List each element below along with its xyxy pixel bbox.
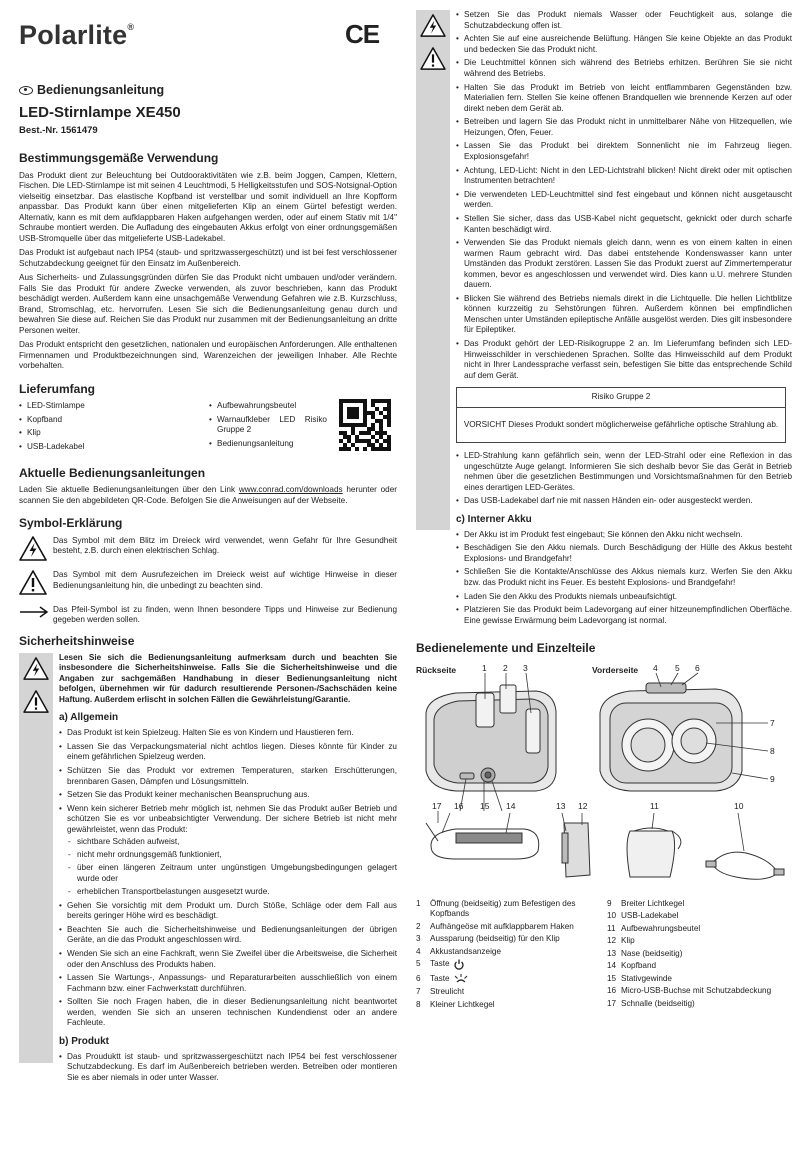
legend-item (607, 949, 792, 960)
legend-number: 6 (416, 973, 421, 983)
safety-item: • Beachten Sie auch die Sicherheitshinweise und Bedienungsanleitungen der übrigen Geräte, an die das Produkt angeschlossen wird. (59, 925, 397, 946)
legend-number: 9 (607, 898, 612, 908)
legend-text: Schnalle (beidseitig) (621, 998, 695, 1008)
safety-item: • Halten Sie das Produkt im Betrieb von leicht entflammbaren Gegenständen bzw. Materialien fern. Stellen Sie keine offenen Brandquellen wie brennende Kerzen auf oder direkt neben dem Gerät ab. (456, 83, 792, 115)
safety-item: • Lassen Sie Wartungs-, Anpassungs- und Reparaturarbeiten ausschließlich von einem Fachmann bzw. einer Fachwerkstatt durchführen. (59, 973, 397, 994)
safety-content (53, 653, 397, 1086)
safety-item: • Die Leuchtmittel können sich während des Betriebs erhitzen. Berühren Sie sie nicht während des Betriebs. (456, 58, 792, 79)
clip-drawing (562, 823, 590, 877)
battery-list (456, 530, 792, 627)
safety-content-continued (450, 10, 792, 629)
legend-number: 1 (416, 898, 421, 908)
callout-11: 11 (650, 800, 659, 811)
safety-item: • Betreiben und lagern Sie das Produkt nicht in unmittelbarer Nähe von Hitzequellen, wie Heizungen, Öfen, Feuer. (456, 117, 792, 138)
callout-8: 8 (770, 745, 775, 756)
legend-item (416, 899, 607, 920)
intended-use-paragraph: Aus Sicherheits- und Zulassungsgründen dürfen Sie das Produkt nicht umbauen und/oder verändern. Falls Sie das Produkt für andere Zwecke verwenden, als zuvor beschrieben, kann das Produkt beschädigt werden. Außerdem kann eine unsachgemäße Verwendung Gefahren wie z.B. Kurzschluss, Brand, Stromschlag, etc. hervorrufen. Lesen Sie sich die Bedienungsanleitung genau durch und bewahren Sie diese auf. Reichen Sie das Produkt nur zusammen mit der Bedienungsanleitung an dritte Personen weiter. (19, 273, 397, 335)
legend-text: Breiter Lichtkegel (621, 898, 685, 908)
current-manuals-text: Laden Sie aktuelle Bedienungsanleitungen über den Link www.conrad.com/downloads herunter oder scannen Sie den abgebildeten QR-Code. Befolgen Sie die Anweisungen auf der Webseite. (19, 485, 398, 505)
scope-of-delivery (19, 401, 397, 456)
condition-item: - erheblichen Transportbelastungen ausgesetzt wurde. (67, 887, 397, 898)
safety-heading: Sicherheitshinweise (19, 633, 135, 648)
safety-item: • Wenden Sie sich an eine Fachkraft, wenn Sie Zweifel über die Arbeitsweise, die Sicherheit oder den Anschluss des Produkts haben. (59, 949, 397, 970)
brand-logo: Polarlite® (19, 20, 135, 50)
legend-text: Stativgewinde (621, 973, 672, 983)
scope-item: • USB-Ladekabel (19, 442, 209, 453)
product-list-after-box (456, 451, 792, 507)
intended-use-paragraph: Das Produkt ist aufgebaut nach IP54 (staub- und spritzwassergeschützt) und ist bei fest verschlossener Schutzabdeckung geeignet für den Einsatz im Außenbereich. (19, 248, 397, 268)
product-heading: b) Produkt (59, 1035, 109, 1047)
qr-code[interactable] (339, 399, 391, 451)
legend-text: Aufhängeöse mit aufklappbarem Haken (430, 921, 574, 931)
product-figures (416, 663, 792, 895)
scope-item: • Warnaufkleber LED Risiko Gruppe 2 (209, 415, 327, 436)
safety-item: • Die verwendeten LED-Leuchtmittel sind fest eingebaut und können nicht ausgetauscht werden. (456, 190, 792, 211)
callout-4: 4 (653, 662, 658, 673)
lightning-warning-icon (23, 657, 49, 680)
safety-item: • LED-Strahlung kann gefährlich sein, wenn der LED-Strahl oder eine Reflexion in das ungeschützte Auge gelangt. Informieren Sie sich deshalb bevor Sie das Gerät in Betrieb nehmen über die gesetzlichen Bestimmungen und Vorsichtsmaßnahmen für den Betrieb eines derartigen LED-Gerätes. (456, 451, 792, 493)
callout-6: 6 (695, 662, 700, 673)
document-kind: Bedienungsanleitung (19, 82, 397, 98)
symbol-row: Das Symbol mit dem Blitz im Dreieck wird verwendet, wenn Gefahr für Ihre Gesundheit besteht, z.B. durch einen elektrischen Schlag. (19, 536, 397, 565)
legend-text: Öffnung (beidseitig) zum Befestigen des Kopfbands (430, 898, 576, 919)
battery-item: • Der Akku ist im Produkt fest eingebaut; Sie können den Akku nicht wechseln. (456, 530, 792, 541)
symbol-row: Das Symbol mit dem Ausrufezeichen im Dreieck weist auf wichtige Hinweise in dieser Bedienungsanleitung hin, die unbedingt zu beachten sind. (19, 570, 397, 599)
legend-item (607, 924, 792, 935)
scope-item: • Bedienungsanleitung (209, 439, 327, 450)
exclamation-warning-icon (420, 47, 446, 70)
warning-sidebar (19, 653, 53, 1063)
legend-number: 10 (607, 911, 617, 921)
legend-number: 14 (607, 961, 617, 971)
legend-right (607, 899, 792, 1013)
legend-text: Klip (621, 936, 635, 946)
download-link[interactable]: www.conrad.com/downloads (238, 485, 343, 495)
legend-text: Streulicht (430, 987, 465, 997)
legend-item (416, 974, 607, 986)
safety-item: • Schützen Sie das Produkt vor extremen Temperaturen, starken Erschütterungen, brennbaren Gasen, Dämpfen und Lösungsmitteln. (59, 766, 397, 787)
legend-text: Aussparung (beidseitig) für den Klip (430, 934, 560, 944)
safety-item: • Wenn kein sicherer Betrieb mehr möglich ist, nehmen Sie das Produkt außer Betrieb und schützen Sie es vor unbeabsichtigter Verwendung. Der sichere Betrieb ist nicht mehr gewährleistet, wenn das Produkt: - sichtbare Schäden aufweist, - nicht mehr ordnungsgemäß funktioniert, - über einen längeren Zeitraum unter ungünstigen Umgebungsbedingungen gelagert wurde oder - erheblichen Transportbelastungen ausgesetzt wurde. (59, 804, 397, 898)
general-list (59, 728, 397, 1029)
exclamation-warning-icon (19, 570, 53, 599)
legend-text: USB-Ladekabel (621, 911, 679, 921)
legend-text: Nase (beidseitig) (621, 948, 683, 958)
light-mode-icon (450, 974, 469, 986)
legend-number: 3 (416, 934, 421, 944)
callout-1: 1 (482, 662, 487, 673)
safety-item: • Blicken Sie während des Betriebs niemals direkt in die Lichtquelle. Die hellen Lichtblitze können kurzzeitig zu Sehstörungen führen. Außerdem können bei empfindlichen Menschen unter Umständen epileptische Anfälle ausgelöst werden. Dies gilt insbesondere für Epileptiker. (456, 294, 792, 336)
condition-item: - sichtbare Schäden aufweist, (67, 837, 397, 848)
right-column (416, 10, 792, 1012)
condition-item: - über einen längeren Zeitraum unter ungünstigen Umgebungsbedingungen gelagert wurde oder (67, 863, 397, 884)
legend-item (607, 999, 792, 1010)
legend-item (607, 899, 792, 910)
rear-view-label: Rückseite (416, 664, 457, 675)
condition-list (67, 837, 397, 897)
legend-item (416, 934, 607, 945)
warning-sidebar (416, 10, 450, 530)
battery-item: • Schließen Sie die Kontakte/Anschlüsse des Akkus niemals kurz. Werfen Sie den Akku bzw. das Produkt nicht ins Feuer. Es besteht Explosions- und Brandgefahr! (456, 567, 792, 588)
legend-number: 17 (607, 998, 617, 1008)
scope-item: • Klip (19, 428, 209, 439)
legend-item (607, 961, 792, 972)
risk-group-box (456, 387, 786, 443)
lamp-rear-view (426, 685, 556, 791)
safety-item: • Achten Sie auf eine ausreichende Belüftung. Hängen Sie keine Objekte an das Produkt und bedecken Sie das Produkt nicht. (456, 34, 792, 55)
battery-item: • Laden Sie den Akku des Produkts niemals unbeaufsichtigt. (456, 592, 792, 603)
safety-item: • Stellen Sie sicher, dass das USB-Kabel nicht gequetscht, geknickt oder durch scharfe Kanten beschädigt wird. (456, 214, 792, 235)
controls-heading: Bedienelemente und Einzelteile (416, 641, 596, 656)
legend-text: Taste (430, 973, 450, 983)
legend-number: 8 (416, 999, 421, 1009)
eye-icon (19, 86, 33, 95)
scope-item: • LED-Stirnlampe (19, 401, 209, 412)
callout-7: 7 (770, 717, 775, 728)
safety-item: • Verwenden Sie das Produkt niemals gleich dann, wenn es von einem kalten in einen warmen Raum gebracht wird. Das dabei entstehende Kondenswasser kann unter Umständen das Produkt zerstören. Lassen Sie das Produkt zuerst auf Zimmertemperatur kommen, bevor es angeschlossen und verwendet wird. Dies kann u.U. mehrere Stunden dauern. (456, 238, 792, 291)
legend-item (607, 936, 792, 947)
battery-item: • Platzieren Sie das Produkt beim Ladevorgang auf einer hitzeunempfindlichen Oberfläche. Eine gewisse Erwärmung beim Ladevorgang ist normal. (456, 605, 792, 626)
legend-number: 12 (607, 936, 617, 946)
arrow-icon (19, 605, 53, 623)
legend-text: Kleiner Lichtkegel (430, 999, 495, 1009)
legend-number: 11 (607, 923, 616, 933)
safety-item: • Das Produkt ist kein Spielzeug. Halten Sie es von Kindern und Haustieren fern. (59, 728, 397, 739)
legend-number: 5 (416, 959, 421, 969)
safety-item: • Gehen Sie vorsichtig mit dem Produkt um. Durch Stöße, Schläge oder dem Fall aus bereits geringer Höhe wird es beschädigt. (59, 901, 397, 922)
legend-number: 13 (607, 948, 617, 958)
legend-number: 7 (416, 987, 421, 997)
legend-text: Taste (430, 959, 450, 969)
product-drawing (416, 663, 792, 895)
scope-list-2 (209, 401, 327, 456)
scope-item: • Kopfband (19, 415, 209, 426)
pouch-drawing (627, 828, 681, 877)
legend-item (416, 1000, 607, 1011)
parts-legend (416, 899, 792, 1013)
safety-item: • Das USB-Ladekabel darf nie mit nassen Händen ein- oder ausgesteckt werden. (456, 496, 792, 507)
scope-list-1 (19, 401, 209, 456)
battery-heading: c) Interner Akku (456, 513, 532, 525)
legend-text: Aufbewahrungsbeutel (621, 923, 701, 933)
safety-item: • Sollten Sie noch Fragen haben, die in dieser Bedienungsanleitung nicht beantwortet werden, wenden Sie sich an unseren technischen Kundendienst oder an andere Fachleute. (59, 997, 397, 1029)
callout-15: 15 (480, 800, 490, 811)
callout-2: 2 (503, 662, 508, 673)
product-list-continued (456, 10, 792, 381)
callout-12: 12 (578, 800, 588, 811)
left-column (19, 18, 397, 1086)
headband-drawing (426, 823, 539, 859)
legend-text: Akkustandsanzeige (430, 946, 502, 956)
legend-item (607, 974, 792, 985)
legend-number: 15 (607, 973, 617, 983)
exclamation-warning-icon (23, 690, 49, 713)
intended-use-text (19, 171, 397, 372)
intended-use-heading: Bestimmungsgemäße Verwendung (19, 151, 219, 166)
safety-item: • Lassen Sie das Produkt bei direktem Sonnenlicht nie im Fahrzeug liegen. Explosionsgefahr! (456, 141, 792, 162)
callout-14: 14 (506, 800, 516, 811)
lamp-front-view (600, 683, 742, 791)
callout-16: 16 (454, 800, 464, 811)
legend-text: Micro-USB-Buchse mit Schutzabdeckung (621, 986, 772, 996)
document-title: LED-Stirnlampe XE450 (19, 104, 181, 121)
lightning-warning-icon (19, 536, 53, 565)
ce-mark: CE (345, 19, 380, 49)
symbol-list (19, 536, 397, 626)
condition-item: - nicht mehr ordnungsgemäß funktioniert, (67, 850, 397, 861)
legend-item (607, 911, 792, 922)
safety-block (19, 653, 397, 1086)
legend-number: 4 (416, 946, 421, 956)
safety-item: • Achtung, LED-Licht: Nicht in den LED-Lichtstrahl blicken! Nicht direkt oder mit optischen Instrumenten betrachten! (456, 166, 792, 187)
safety-intro: Lesen Sie sich die Bedienungsanleitung aufmerksam durch und beachten Sie insbesondere die Sicherheitshinweise. Falls Sie die Sicherheitshinweise und die Angaben zur sachgemäßen Handhabung in dieser Bedienungsanleitung nicht befolgen, übernehmen wir für dadurch resultierende Personen-/Sachschäden keine Haftung. Außerdem erlischt in solchen Fällen die Gewährleistung/Garantie. (59, 652, 397, 704)
power-icon (450, 959, 465, 972)
intended-use-paragraph: Das Produkt entspricht den gesetzlichen, nationalen und europäischen Anforderungen. Alle enthaltenen Firmennamen und Produktbezeichnungen sind, Warenzeichen der jeweiligen Inhaber. Alle Rechte vorbehalten. (19, 340, 397, 371)
usb-cable-drawing (706, 852, 784, 879)
legend-item (416, 922, 607, 933)
callout-9: 9 (770, 773, 775, 784)
order-number: Best.-Nr. 1561479 (19, 125, 98, 137)
callout-17: 17 (432, 800, 442, 811)
legend-item (416, 959, 607, 972)
lightning-warning-icon (420, 14, 446, 37)
risk-group-title: Risiko Gruppe 2 (457, 388, 785, 408)
battery-item: • Beschädigen Sie den Akku niemals. Durch Beschädigung der Hülle des Akkus besteht Explosions- und Brandgefahr! (456, 543, 792, 564)
legend-text: Kopfband (621, 961, 657, 971)
safety-item: • Setzen Sie das Produkt keiner mechanischen Beanspruchung aus. (59, 790, 397, 801)
front-view-label: Vorderseite (592, 664, 639, 675)
callout-3: 3 (523, 662, 528, 673)
legend-left (416, 899, 607, 1013)
general-heading: a) Allgemein (59, 712, 119, 724)
symbol-row: Das Pfeil-Symbol ist zu finden, wenn Ihnen besondere Tipps und Hinweise zur Bedienung gegeben werden sollen. (19, 605, 397, 626)
safety-item: • Lassen Sie das Verpackungsmaterial nicht achtlos liegen. Dieses könnte für Kinder zu einem gefährlichen Spielzeug werden. (59, 742, 397, 763)
safety-item: • Das Prouduktt ist staub- und spritzwassergeschützt nach IP54 bei fest verschlossener Schutzabdeckung. Es darf im Außenbereich betrieben werden. Betreiben oder montieren Sie es aber niemals in oder unter Wasser. (59, 1052, 397, 1084)
safety-block-continued (416, 10, 792, 629)
legend-item (607, 986, 792, 997)
risk-group-warning: VORSICHT Dieses Produkt sondert möglicherweise gefährliche optische Strahlung ab. (463, 419, 779, 429)
scope-item: • Aufbewahrungsbeutel (209, 401, 327, 412)
legend-number: 2 (416, 921, 421, 931)
legend-item (416, 947, 607, 958)
callout-10: 10 (734, 800, 744, 811)
product-list (59, 1052, 397, 1084)
safety-item: • Das Produkt gehört der LED-Risikogruppe 2 an. Im Lieferumfang befinden sich LED-Hinweisschilder in verschiedenen Sprachen. Sollte das Hinweisschild auf dem Produkt nicht in Ihrer Landessprache verfasst sein, befestigen Sie bitte das entsprechende Schild auf dem Gerät. (456, 339, 792, 381)
legend-item (416, 987, 607, 998)
safety-item: • Setzen Sie das Produkt niemals Wasser oder Feuchtigkeit aus, solange die Schutzabdeckung offen ist. (456, 10, 792, 31)
callout-13: 13 (556, 800, 566, 811)
scope-heading: Lieferumfang (19, 381, 96, 396)
callout-5: 5 (675, 662, 680, 673)
current-manuals-heading: Aktuelle Bedienungsanleitungen (19, 465, 206, 480)
intended-use-paragraph: Das Produkt dient zur Beleuchtung bei Outdooraktivitäten wie z.B. beim Joggen, Campen, Klettern, Fischen. Die LED-Stirnlampe ist mit seinen 4 Leuchtmodi, 5 Helligkeitsstufen und SOS-Notsignal-Option vielseitig einsetzbar. Das elastische Kopfband ist verstellbar und somit individuell an Ihre Kopfform anpassbar. Das Produkt kann über einen mitgelieferten Klip an einem Gürtel befestigt werden. Alternativ, kann es mit dem aufklappbaren Haken aufgehangen werden, oder auf einem Stativ mit 1/4" Schraube montiert werden. Die Aufladung des eingebauten Akkus erfolgt von einer ordnungsgemäßen USB-Stromquelle über das mitgelieferte USB-Ladekabel. (19, 170, 397, 243)
symbols-heading: Symbol-Erklärung (19, 516, 123, 531)
legend-number: 16 (607, 986, 617, 996)
